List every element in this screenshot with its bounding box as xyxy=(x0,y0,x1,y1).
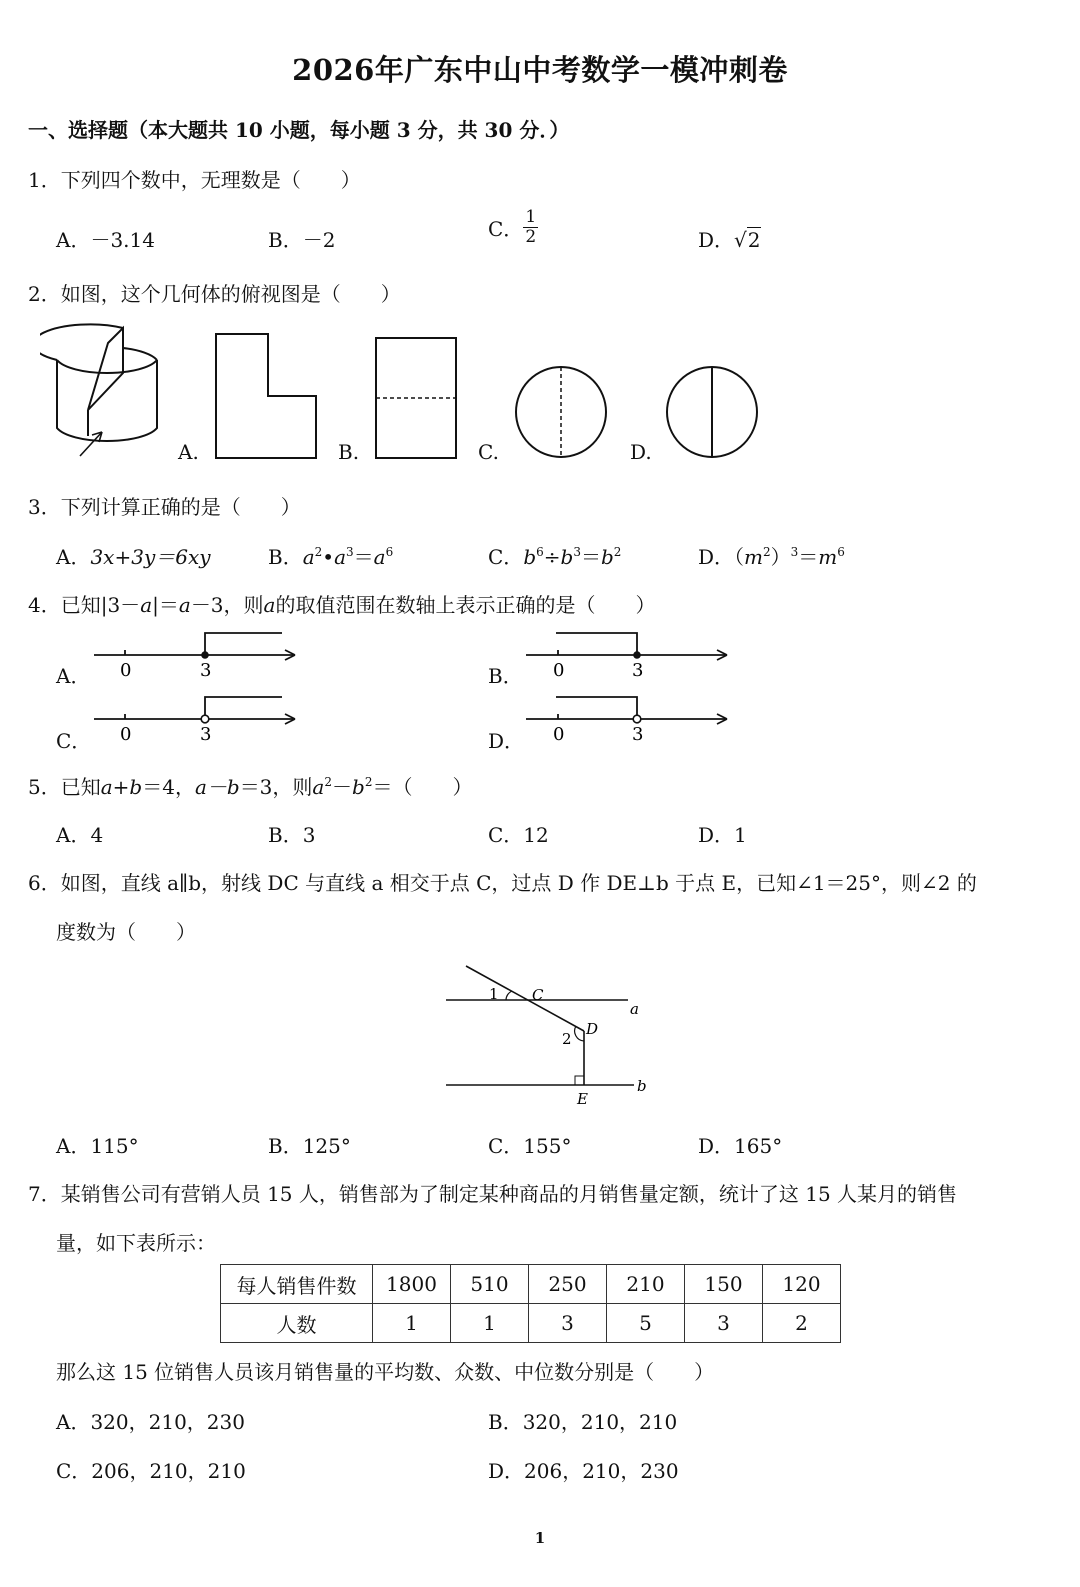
question-4-option-a-label: A． xyxy=(56,664,91,688)
question-6-option-d: D．165° xyxy=(698,1134,783,1158)
question-2-stem: 2．如图，这个几何体的俯视图是（ ） xyxy=(28,282,401,306)
question-3-option-d: D．$(m^2)^3=m^6$ xyxy=(698,545,845,569)
svg-text:0: 0 xyxy=(553,660,565,681)
svg-text:3: 3 xyxy=(632,660,644,681)
svg-text:3: 3 xyxy=(632,724,644,745)
question-7-option-d: D．206，210，230 xyxy=(488,1459,679,1483)
question-2-option-d-label: D. xyxy=(630,440,652,464)
question-6-stem-line1: 6．如图，直线 a∥b，射线 DC 与直线 a 相交于点 C，过点 D 作 DE⊥b 于点 E，已知∠1＝25°，则∠2 的 xyxy=(28,871,977,895)
table-cell: 1 xyxy=(373,1304,451,1343)
table-cell: 1800 xyxy=(373,1265,451,1304)
cylinder-solid-figure xyxy=(40,324,157,456)
option-b-figure xyxy=(376,338,456,458)
question-6-stem-line2: 度数为（ ） xyxy=(56,920,196,944)
question-7-stem-line1: 7．某销售公司有营销人员 15 人，销售部为了制定某种商品的月销售量定额，统计了这 15 人某月的销售 xyxy=(28,1182,958,1206)
option-a-figure xyxy=(216,334,316,458)
square-root: √2 xyxy=(734,228,761,252)
question-2-option-a-label: A. xyxy=(178,440,199,464)
question-7-option-a: A．320，210，230 xyxy=(56,1410,245,1434)
svg-text:0: 0 xyxy=(120,660,132,681)
question-7-question: 那么这 15 位销售人员该月销售量的平均数、众数、中位数分别是（ ） xyxy=(56,1360,715,1384)
section-heading: 一、选择题（本大题共 10 小题，每小题 3 分，共 30 分．） xyxy=(28,118,570,142)
question-1-option-c: C． $\frac{1}{2}$ xyxy=(488,207,537,247)
question-6-option-b: B．125° xyxy=(268,1134,351,1158)
question-1-option-d: D．√2 xyxy=(698,228,761,252)
question-4-option-c-numberline xyxy=(90,692,305,748)
question-2-figures xyxy=(40,318,770,468)
page-title: 2026年广东中山中考数学一模冲刺卷 xyxy=(292,53,788,87)
question-6-figure xyxy=(440,960,670,1110)
question-4-option-d-numberline xyxy=(522,692,737,748)
svg-text:E: E xyxy=(577,1090,588,1108)
sales-table xyxy=(220,1264,841,1343)
table-cell: 250 xyxy=(529,1265,607,1304)
question-2-option-c-label: C. xyxy=(478,440,499,464)
question-4-option-b-label: B． xyxy=(488,664,523,688)
question-3-option-c: C．$b^6\div b^3=b^2$ xyxy=(488,545,622,569)
table-cell: 120 xyxy=(763,1265,841,1304)
svg-text:3: 3 xyxy=(200,724,212,745)
table-header-cell: 每人销售件数 xyxy=(221,1265,373,1304)
svg-text:0: 0 xyxy=(120,724,132,745)
svg-text:C: C xyxy=(532,986,544,1004)
question-1-option-b: B．－2 xyxy=(268,228,336,252)
table-cell: 210 xyxy=(607,1265,685,1304)
question-4-stem: 4．已知|3－a|＝a－3，则a的取值范围在数轴上表示正确的是（ ） xyxy=(28,593,656,617)
question-5-option-d: D．1 xyxy=(698,823,747,847)
question-6-option-a: A．115° xyxy=(56,1134,139,1158)
question-5-option-b: B．3 xyxy=(268,823,316,847)
table-cell: 3 xyxy=(529,1304,607,1343)
svg-text:a: a xyxy=(630,1000,639,1018)
question-7-option-b: B．320，210，210 xyxy=(488,1410,678,1434)
question-4-option-c-label: C． xyxy=(56,729,92,753)
svg-text:b: b xyxy=(637,1077,647,1095)
question-5-option-a: A．4 xyxy=(56,823,104,847)
table-cell: 5 xyxy=(607,1304,685,1343)
question-5-option-c: C．12 xyxy=(488,823,549,847)
svg-text:3: 3 xyxy=(200,660,212,681)
question-4-option-d-label: D． xyxy=(488,729,525,753)
question-3-stem: 3．下列计算正确的是（ ） xyxy=(28,495,301,519)
table-header-cell: 人数 xyxy=(221,1304,373,1343)
table-cell: 510 xyxy=(451,1265,529,1304)
table-cell: 2 xyxy=(763,1304,841,1343)
question-5-stem: 5．已知a+b＝4，a－b＝3，则$a^2-b^2=$（ ） xyxy=(28,775,473,799)
table-cell: 150 xyxy=(685,1265,763,1304)
question-4-option-a-numberline xyxy=(90,628,305,684)
svg-text:2: 2 xyxy=(562,1030,572,1048)
table-row xyxy=(221,1304,841,1343)
fraction: $\frac{1}{2}$ xyxy=(525,207,537,247)
table-cell: 1 xyxy=(451,1304,529,1343)
question-4-option-b-numberline xyxy=(522,628,737,684)
svg-text:1: 1 xyxy=(489,985,499,1003)
option-d-figure xyxy=(667,367,757,457)
svg-text:D: D xyxy=(586,1020,599,1038)
question-7-option-c: C．206，210，210 xyxy=(56,1459,246,1483)
question-7-stem-line2: 量，如下表所示： xyxy=(56,1231,216,1255)
question-3-option-a: A．3x+3y＝6xy xyxy=(56,545,211,569)
page-number: 1 xyxy=(534,1529,546,1547)
svg-text:0: 0 xyxy=(553,724,565,745)
question-1-stem: 1．下列四个数中，无理数是（ ） xyxy=(28,168,361,192)
question-6-option-c: C．155° xyxy=(488,1134,572,1158)
question-1-option-a: A．－3.14 xyxy=(56,228,155,252)
option-c-figure xyxy=(516,367,606,457)
question-2-option-b-label: B. xyxy=(338,440,360,464)
table-row xyxy=(221,1265,841,1304)
question-3-option-b: B．$a^2•a^3=a^6$ xyxy=(268,545,394,569)
table-cell: 3 xyxy=(685,1304,763,1343)
